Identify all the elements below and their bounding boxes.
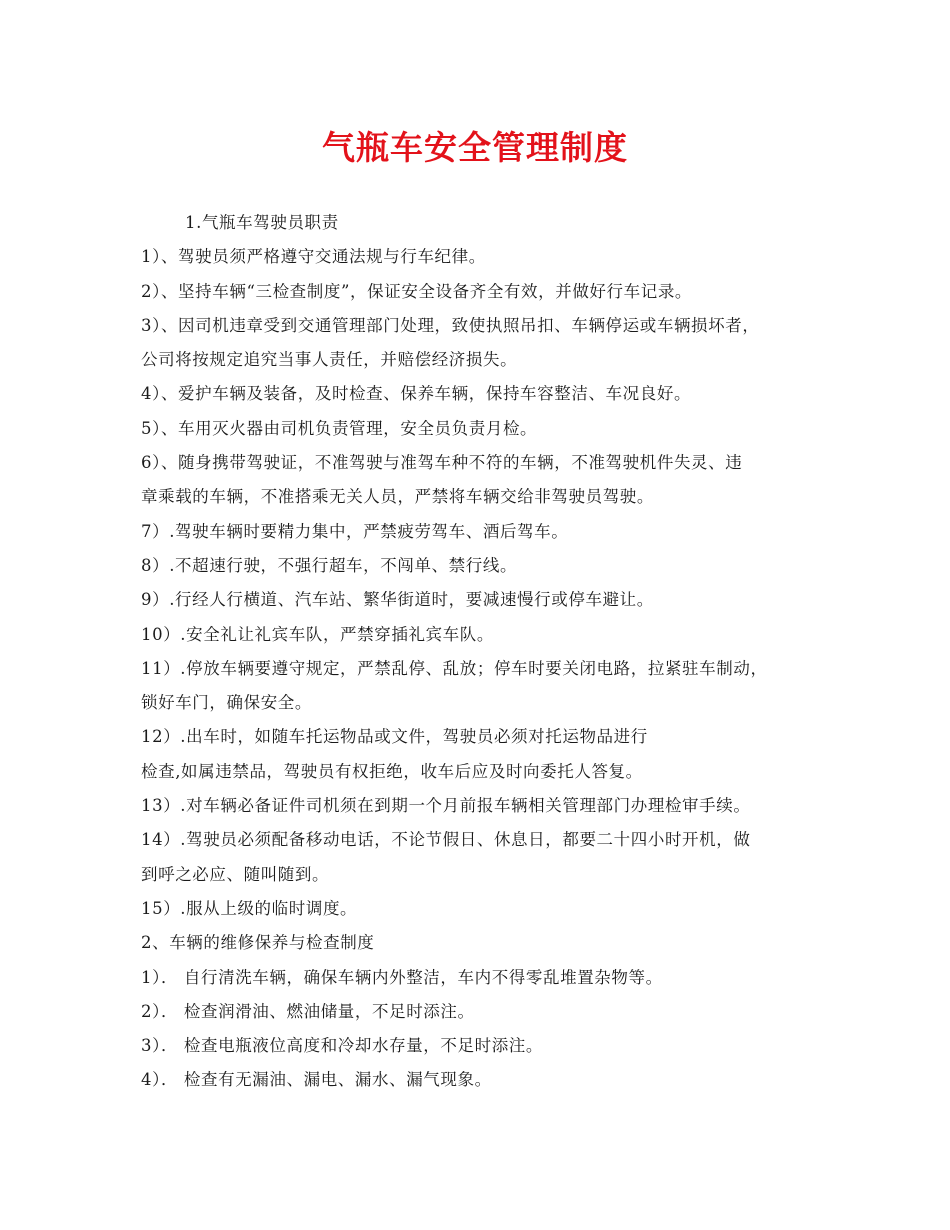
paragraph-line: 10）.安全礼让礼宾车队，严禁穿插礼宾车队。 bbox=[141, 624, 494, 644]
paragraph-line: 到呼之必应、随叫随到。 bbox=[141, 864, 330, 884]
document-title: 气瓶车安全管理制度 bbox=[322, 128, 628, 167]
paragraph-line: 4）． 检查有无漏油、漏电、漏水、漏气现象。 bbox=[141, 1070, 492, 1090]
paragraph-line: 5）、车用灭火器由司机负责管理，安全员负责月检。 bbox=[141, 418, 538, 438]
paragraph-line: 2）、坚持车辆“三检查制度”，保证安全设备齐全有效，并做好行车记录。 bbox=[141, 281, 693, 301]
paragraph-line: 7）.驾驶车辆时要精力集中，严禁疲劳驾车、酒后驾车。 bbox=[141, 521, 569, 541]
paragraph-line: 章乘载的车辆，不准搭乘无关人员，严禁将车辆交给非驾驶员驾驶。 bbox=[141, 487, 654, 507]
paragraph-line: 4）、爱护车辆及装备，及时检查、保养车辆，保持车容整洁、车况良好。 bbox=[141, 384, 692, 404]
paragraph-line: 13）.对车辆必备证件司机须在到期一个月前报车辆相关管理部门办理检审手续。 bbox=[141, 796, 751, 816]
paragraph-line: 8）.不超速行驶，不强行超车，不闯单、禁行线。 bbox=[141, 555, 518, 575]
paragraph-line: 2）． 检查润滑油、燃油储量，不足时添注。 bbox=[141, 1001, 475, 1021]
paragraph-line: 1）、驾驶员须严格遵守交通法规与行车纪律。 bbox=[141, 247, 486, 267]
paragraph-line: 14）.驾驶员必须配备移动电话，不论节假日、休息日，都要二十四小时开机，做 bbox=[141, 830, 751, 850]
section-heading-maintenance: 2、车辆的维修保养与检查制度 bbox=[141, 933, 375, 953]
paragraph-line: 12）.出车时，如随车托运物品或文件，驾驶员必须对托运物品进行 bbox=[141, 727, 648, 747]
section-heading-driver-duties: 1.气瓶车驾驶员职责 bbox=[185, 213, 339, 232]
paragraph-line: 3）． 检查电瓶液位高度和冷却水存量，不足时添注。 bbox=[141, 1036, 543, 1056]
paragraph-line: 11）.停放车辆要遵守规定，严禁乱停、乱放；停车时要关闭电路，拉紧驻车制动， bbox=[141, 658, 768, 678]
paragraph-line: 锁好车门，确保安全。 bbox=[141, 693, 312, 713]
paragraph-line: 公司将按规定追究当事人责任，并赔偿经济损失。 bbox=[141, 350, 518, 370]
document-body bbox=[141, 206, 831, 1098]
paragraph-line: 15）.服从上级的临时调度。 bbox=[141, 898, 358, 918]
paragraph-line: 3）、因司机违章受到交通管理部门处理，致使执照吊扣、车辆停运或车辆损坏者， bbox=[141, 315, 760, 335]
paragraph-line: 1）． 自行清洗车辆，确保车辆内外整洁，车内不得零乱堆置杂物等。 bbox=[141, 967, 663, 987]
paragraph-line: 检查,如属违禁品，驾驶员有权拒绝，收车后应及时向委托人答复。 bbox=[141, 761, 643, 781]
paragraph-line: 9）.行经人行横道、汽车站、繁华街道时，要减速慢行或停车避让。 bbox=[141, 590, 654, 610]
paragraph-line: 6）、随身携带驾驶证，不准驾驶与准驾车种不符的车辆，不准驾驶机件失灵、违 bbox=[141, 453, 743, 473]
